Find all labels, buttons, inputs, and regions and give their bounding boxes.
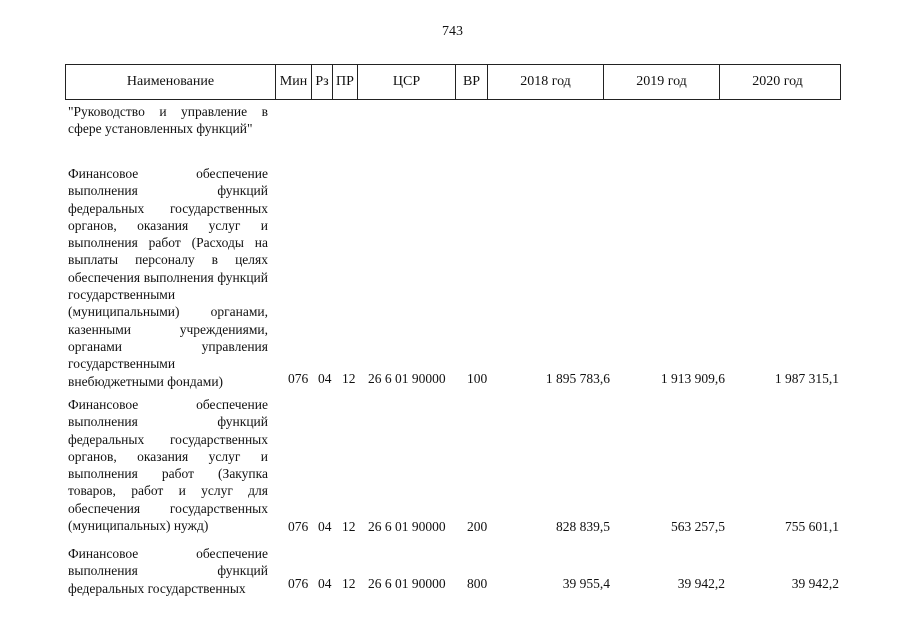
page-number: 743 [442,24,463,39]
row-name: Финансовое обеспечение выполнения функций федеральных государственных органов, оказания услуг и выполнения работ (Закупка товаров, работ и услуг для обеспечения государственных (муниципальных) нужд) [68,397,268,534]
header-2020: 2020 год [752,74,803,89]
header-2019: 2019 год [604,65,720,99]
header-csr: ЦСР [358,65,456,99]
row-name: Финансовое обеспечение выполнения функций федеральных государственных [68,546,268,596]
cell-min: 076 [288,576,309,591]
cell-min: 076 [288,371,309,386]
header-pr: ПР [333,65,358,99]
cell-csr: 26 6 01 90000 [368,576,446,591]
cell-2020: 39 942,2 [791,576,839,591]
header-min: Мин [276,65,312,99]
cell-min: 076 [288,519,309,534]
cell-vr: 800 [467,576,488,591]
cell-2020: 755 601,1 [785,519,839,534]
cell-pr: 12 [342,371,356,386]
header-vr: ВР [456,65,488,99]
cell-2019: 563 257,5 [671,519,725,534]
cell-2019: 1 913 909,6 [660,371,725,386]
cell-vr: 200 [467,519,488,534]
row-name: Финансовое обеспечение выполнения функций федеральных государственных органов, оказания услуг и выполнения работ (Расходы на выплаты персоналу в целях обеспечения выполнения функций государственными (муниципальными) органами, казенными учреждениями, органами управления государственными внебюджетными фондами) [68,166,268,389]
header-name: Наименование [66,65,276,99]
cell-2019: 39 942,2 [677,576,725,591]
cell-rz: 04 [318,371,332,386]
cell-rz: 04 [318,519,332,534]
cell-2018: 828 839,5 [556,519,610,534]
row-name: "Руководство и управление в сфере установленных функций" [68,104,268,137]
cell-rz: 04 [318,576,332,591]
cell-pr: 12 [342,519,356,534]
header-rz: Рз [312,65,333,99]
cell-2020: 1 987 315,1 [774,371,839,386]
cell-pr: 12 [342,576,356,591]
cell-2018: 1 895 783,6 [545,371,610,386]
cell-2018: 39 955,4 [562,576,610,591]
table-header [65,64,841,100]
cell-csr: 26 6 01 90000 [368,371,446,386]
cell-csr: 26 6 01 90000 [368,519,446,534]
header-2018: 2018 год [488,65,604,99]
cell-vr: 100 [467,371,488,386]
